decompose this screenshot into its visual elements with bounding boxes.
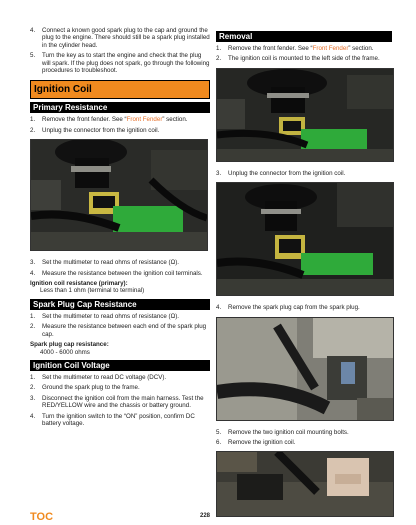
- section-title-ignition-coil: Ignition Coil: [30, 80, 210, 99]
- spec-label: Ignition coil resistance (primary):: [30, 280, 128, 288]
- heading-primary-resistance: Primary Resistance: [30, 102, 210, 113]
- list-item: 2. Measure the resistance between each end of the spark plug cap.: [30, 323, 207, 338]
- list-item: 5. Turn the key as to start the engine and check that the plug will spark. If the plug does not spark, go through the following procedures to troubleshoot.: [30, 52, 210, 75]
- list-item: 3. Set the multimeter to read ohms of resistance (Ω).: [30, 259, 180, 267]
- heading-ignition-coil-voltage: Ignition Coil Voltage: [30, 360, 210, 371]
- list-item: 3. Unplug the connector from the ignition coil.: [216, 169, 346, 177]
- spec-value: Less than 1 ohm (terminal to terminal): [40, 287, 145, 295]
- spec-value: 4000 - 6000 ohms: [40, 348, 90, 356]
- front-fender-link[interactable]: Front Fender: [126, 116, 163, 124]
- list-item: 2. Unplug the connector from the ignition coil.: [30, 126, 160, 134]
- left-column: [30, 27, 210, 430]
- ignition-coil-removed-photo: [216, 451, 394, 517]
- list-item: 1. Remove the front fender. See “Front Fender” section.: [30, 116, 188, 124]
- list-item: 6. Remove the ignition coil.: [216, 439, 296, 447]
- list-item: 1. Remove the front fender. See “Front Fender” section.: [216, 45, 374, 52]
- heading-removal: Removal: [216, 31, 392, 42]
- ignition-coil-connector-photo: [30, 139, 208, 251]
- toc-link[interactable]: TOC: [30, 511, 54, 523]
- right-column: [216, 27, 392, 525]
- list-item: 1. Set the multimeter to read ohms of resistance (Ω).: [30, 312, 180, 320]
- ignition-coil-bolts-photo: [216, 317, 394, 421]
- list-item: 5. Remove the two ignition coil mounting bolts.: [216, 428, 349, 436]
- list-item: 4. Measure the resistance between the ignition coil terminals.: [30, 269, 203, 277]
- front-fender-link[interactable]: Front Fender: [312, 45, 349, 52]
- list-item: 2. Ground the spark plug to the frame.: [30, 384, 140, 392]
- page-number: 228: [200, 513, 211, 519]
- spark-plug-cap-photo: [216, 182, 394, 296]
- spec-label: Spark plug cap resistance:: [30, 341, 109, 349]
- intro-list: [30, 27, 210, 74]
- list-item: 4. Remove the spark plug cap from the spark plug.: [216, 304, 360, 312]
- list-item: 4. Connect a known good spark plug to the cap and ground the plug to the engine. There should still be a spark plug installed in the cylinder head.: [30, 27, 210, 49]
- ignition-coil-location-photo: [216, 68, 394, 162]
- list-item: 2. The ignition coil is mounted to the left side of the frame.: [216, 55, 380, 63]
- list-item: 1. Set the multimeter to read DC voltage (DCV).: [30, 373, 167, 381]
- list-item: 4. Turn the ignition switch to the “ON” position, confirm DC battery voltage.: [30, 412, 195, 427]
- heading-spark-plug-cap: Spark Plug Cap Resistance: [30, 299, 210, 310]
- list-item: 3. Disconnect the ignition coil from the main harness. Test the RED/YELLOW wire and the chassis or battery ground.: [30, 394, 204, 410]
